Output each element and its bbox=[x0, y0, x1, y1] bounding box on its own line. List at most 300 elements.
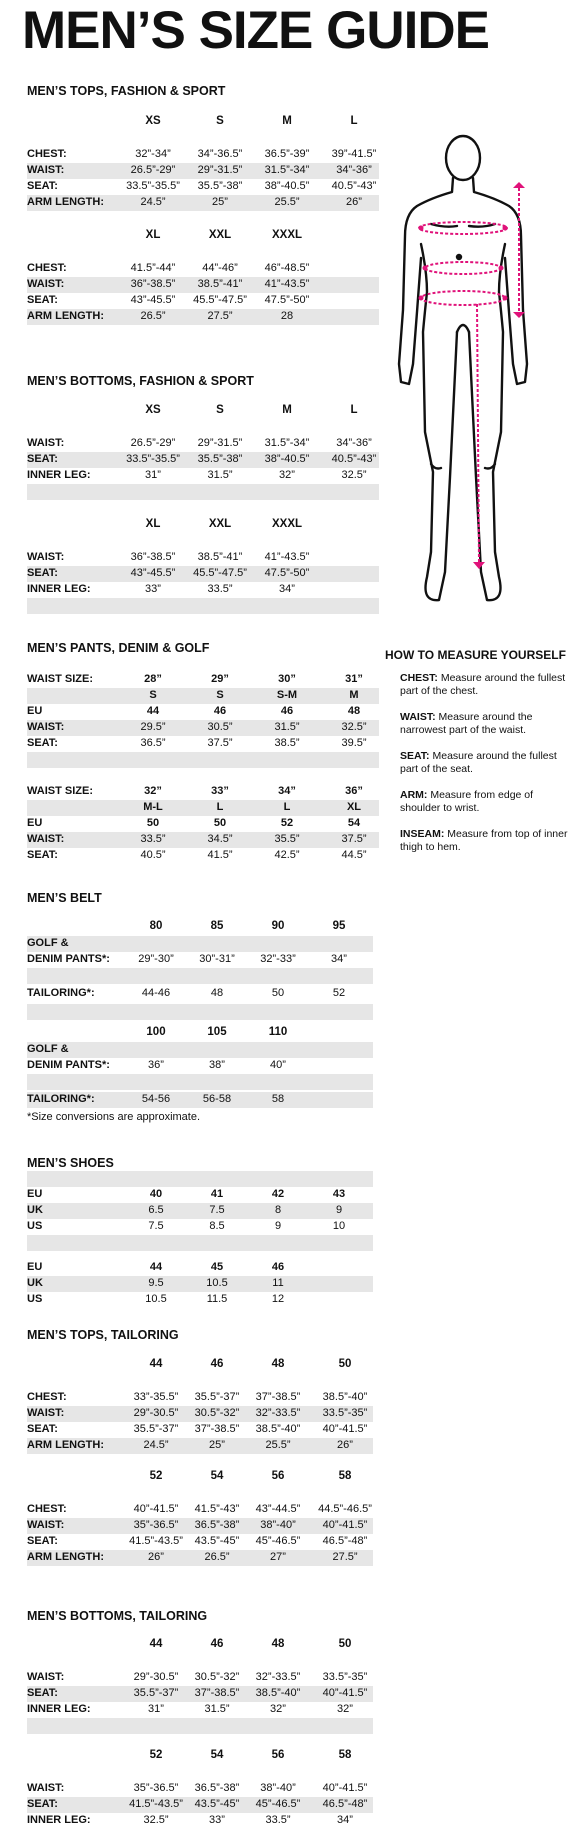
chest-line bbox=[431, 224, 495, 227]
table-cell: 27.5” bbox=[207, 310, 233, 322]
table-row bbox=[27, 147, 379, 163]
row-label: GOLF & bbox=[27, 1043, 69, 1055]
table-cell: 29”-31.5” bbox=[197, 437, 243, 449]
row-label: SEAT: bbox=[27, 1798, 58, 1810]
table-row bbox=[27, 832, 379, 848]
row-label: SEAT: bbox=[27, 1687, 58, 1699]
table-row bbox=[27, 1550, 373, 1566]
table-row bbox=[27, 1004, 373, 1020]
table-cell: 45”-46.5” bbox=[255, 1535, 301, 1547]
section-title-belt: MEN’S BELT bbox=[27, 891, 102, 905]
size-header-row bbox=[27, 115, 379, 131]
table-cell: 37.5” bbox=[341, 833, 367, 845]
chest-arrow-right bbox=[503, 226, 508, 231]
table-cell: 44-46 bbox=[141, 987, 171, 999]
table-row bbox=[27, 752, 379, 768]
table-cell: 43”-45.5” bbox=[130, 567, 176, 579]
instruction-term: WAIST: bbox=[400, 711, 436, 723]
size-header: L bbox=[350, 404, 358, 416]
table-cell: 33.5” bbox=[140, 833, 166, 845]
table-cell: 43.5”-45” bbox=[194, 1798, 240, 1810]
table-cell: 56-58 bbox=[202, 1093, 232, 1105]
table-row bbox=[27, 163, 379, 179]
table-cell: 44.5”-46.5” bbox=[318, 1503, 372, 1515]
row-label: INNER LEG: bbox=[27, 469, 91, 481]
table-cell: 46”-48.5” bbox=[264, 262, 310, 274]
shoes-table-2 bbox=[27, 1260, 373, 1308]
table-row bbox=[27, 1438, 373, 1454]
size-header: 90 bbox=[271, 920, 285, 932]
table-cell: 33.5”-35.5” bbox=[126, 180, 180, 192]
table-cell: 35.5”-38” bbox=[197, 180, 243, 192]
table-cell: 6.5 bbox=[148, 1204, 164, 1216]
table-row bbox=[27, 720, 379, 736]
table-row bbox=[27, 566, 379, 582]
table-row bbox=[27, 1260, 373, 1276]
table-cell: 12 bbox=[271, 1293, 285, 1305]
table-cell: 32”-34” bbox=[135, 148, 171, 160]
row-label: EU bbox=[27, 1261, 43, 1273]
table-cell: 9 bbox=[274, 1220, 282, 1232]
seat-arrow-right bbox=[503, 296, 508, 301]
row-label: EU bbox=[27, 817, 43, 829]
size-header-row bbox=[27, 404, 379, 420]
table-cell: 32” bbox=[337, 1703, 353, 1715]
table-cell: 29”-30.5” bbox=[133, 1671, 179, 1683]
size-header: XXXL bbox=[271, 229, 303, 241]
table-row bbox=[27, 784, 379, 800]
table-cell: 26.5” bbox=[204, 1551, 230, 1563]
table-row bbox=[27, 1797, 373, 1813]
table-cell: 44 bbox=[146, 705, 160, 717]
size-header: 105 bbox=[207, 1026, 227, 1038]
table-cell: 47.5”-50” bbox=[264, 294, 310, 306]
table-cell: 40.5”-43” bbox=[331, 453, 377, 465]
table-cell: 35.5”-37” bbox=[194, 1391, 240, 1403]
table-cell: 46.5”-48” bbox=[322, 1535, 368, 1547]
size-header: 50 bbox=[338, 1358, 352, 1370]
table-cell: 44.5” bbox=[341, 849, 367, 861]
tops-fashion-table-2 bbox=[27, 229, 379, 325]
table-cell: 7.5 bbox=[148, 1220, 164, 1232]
table-row bbox=[27, 816, 379, 832]
size-header: XS bbox=[145, 115, 161, 127]
table-cell: 48 bbox=[210, 987, 224, 999]
instruction-term: CHEST: bbox=[400, 672, 438, 684]
table-row bbox=[27, 704, 379, 720]
table-cell: 47.5”-50” bbox=[264, 567, 310, 579]
table-cell: 38”-40” bbox=[260, 1519, 296, 1531]
table-row bbox=[27, 468, 379, 484]
table-row bbox=[27, 277, 379, 293]
table-cell: 7.5 bbox=[209, 1204, 225, 1216]
table-cell: 46 bbox=[271, 1261, 285, 1273]
row-label: WAIST: bbox=[27, 833, 65, 845]
table-cell: 50 bbox=[213, 817, 227, 829]
measure-instruction-arm bbox=[400, 789, 570, 815]
table-cell: 31” bbox=[345, 673, 363, 685]
table-cell: 10 bbox=[332, 1220, 346, 1232]
table-cell: 41.5” bbox=[207, 849, 233, 861]
size-header-row bbox=[27, 1638, 373, 1654]
table-cell: 31.5” bbox=[207, 469, 233, 481]
table-cell: 41 bbox=[210, 1188, 224, 1200]
table-cell: 35.5”-37” bbox=[133, 1423, 179, 1435]
table-cell: 43 bbox=[332, 1188, 346, 1200]
bottoms-fashion-table-1 bbox=[27, 404, 379, 500]
table-row bbox=[27, 952, 373, 968]
row-label: ARM LENGTH: bbox=[27, 1551, 104, 1563]
size-header: 50 bbox=[338, 1638, 352, 1650]
table-row bbox=[27, 936, 373, 952]
table-cell: 36.5”-38” bbox=[194, 1519, 240, 1531]
size-header: 54 bbox=[210, 1749, 224, 1761]
row-label: ARM LENGTH: bbox=[27, 1439, 104, 1451]
table-row bbox=[27, 672, 379, 688]
head-outline bbox=[446, 136, 480, 180]
table-row bbox=[27, 179, 379, 195]
table-cell: 32.5” bbox=[341, 469, 367, 481]
table-cell: 31” bbox=[148, 1703, 164, 1715]
size-header: 52 bbox=[149, 1749, 163, 1761]
table-row bbox=[27, 598, 379, 614]
table-cell: 45”-46.5” bbox=[255, 1798, 301, 1810]
table-cell: 26” bbox=[148, 1551, 164, 1563]
table-cell: 35.5”-38” bbox=[197, 453, 243, 465]
table-cell: S bbox=[149, 689, 157, 701]
table-cell: 38.5”-40” bbox=[255, 1423, 301, 1435]
table-cell: 42 bbox=[271, 1188, 285, 1200]
row-label: CHEST: bbox=[27, 1503, 67, 1515]
row-label: SEAT: bbox=[27, 294, 58, 306]
table-cell: 54 bbox=[347, 817, 361, 829]
table-row bbox=[27, 195, 379, 211]
size-header-row bbox=[27, 1026, 373, 1042]
size-header: 80 bbox=[149, 920, 163, 932]
table-cell: 37”-38.5” bbox=[255, 1391, 301, 1403]
section-title-shoes: MEN’S SHOES bbox=[27, 1156, 114, 1170]
chest-arrow-left bbox=[419, 226, 424, 231]
table-cell: 8 bbox=[274, 1204, 282, 1216]
table-row bbox=[27, 1171, 373, 1187]
table-cell: 37”-38.5” bbox=[194, 1687, 240, 1699]
table-row bbox=[27, 1670, 373, 1686]
size-header: 58 bbox=[338, 1749, 352, 1761]
instruction-text: Measure from top of inner thigh to hem. bbox=[400, 828, 568, 853]
table-cell: 29” bbox=[211, 673, 229, 685]
table-cell: 31.5” bbox=[204, 1703, 230, 1715]
size-header: 48 bbox=[271, 1638, 285, 1650]
table-cell: 39”-41.5” bbox=[331, 148, 377, 160]
size-header: 85 bbox=[210, 920, 224, 932]
size-header: 46 bbox=[210, 1358, 224, 1370]
table-cell: 33.5” bbox=[207, 583, 233, 595]
table-cell: 48 bbox=[347, 705, 361, 717]
table-cell: 45 bbox=[210, 1261, 224, 1273]
table-cell: 26.5”-29” bbox=[130, 437, 176, 449]
seat-arrow-left bbox=[419, 296, 424, 301]
table-cell: 36.5”-38” bbox=[194, 1782, 240, 1794]
table-cell: 50 bbox=[146, 817, 160, 829]
size-header: 56 bbox=[271, 1470, 285, 1482]
page-title: MEN’S SIZE GUIDE bbox=[22, 1, 489, 60]
table-cell: 40”-41.5” bbox=[322, 1423, 368, 1435]
table-cell: 37.5” bbox=[207, 737, 233, 749]
table-cell: 33”-35.5” bbox=[133, 1391, 179, 1403]
table-cell: 33.5” bbox=[265, 1814, 291, 1826]
row-label: INNER LEG: bbox=[27, 583, 91, 595]
table-cell: 38”-40.5” bbox=[264, 180, 310, 192]
table-cell: 31.5”-34” bbox=[264, 437, 310, 449]
right-leg-outline bbox=[469, 244, 505, 600]
table-row bbox=[27, 1203, 373, 1219]
belt-table-1 bbox=[27, 920, 373, 1020]
table-cell: 40 bbox=[149, 1188, 163, 1200]
bottoms-tailoring-table-2 bbox=[27, 1749, 373, 1828]
table-cell: 25.5” bbox=[265, 1439, 291, 1451]
tops-tailoring-table-1 bbox=[27, 1358, 373, 1454]
table-row bbox=[27, 1390, 373, 1406]
table-cell: 41”-43.5” bbox=[264, 278, 310, 290]
measure-instruction-seat bbox=[400, 750, 570, 776]
row-label: WAIST SIZE: bbox=[27, 673, 93, 685]
table-cell: 27.5” bbox=[332, 1551, 358, 1563]
table-cell: 36”-38.5” bbox=[130, 551, 176, 563]
table-cell: 30” bbox=[278, 673, 296, 685]
table-row bbox=[27, 1686, 373, 1702]
table-cell: 40” bbox=[270, 1059, 286, 1071]
table-cell: 35”-36.5” bbox=[133, 1782, 179, 1794]
instruction-text: Measure around the fullest part of the seat. bbox=[400, 750, 557, 775]
table-cell: 40”-41.5” bbox=[322, 1782, 368, 1794]
table-cell: 30.5”-32” bbox=[194, 1671, 240, 1683]
seat-measure bbox=[421, 291, 505, 305]
table-row bbox=[27, 736, 379, 752]
table-cell: L bbox=[216, 801, 224, 813]
row-label: ARM LENGTH: bbox=[27, 310, 104, 322]
table-cell: 38.5” bbox=[274, 737, 300, 749]
table-cell: 52 bbox=[280, 817, 294, 829]
table-cell: 58 bbox=[271, 1093, 285, 1105]
size-header: L bbox=[350, 115, 358, 127]
table-row bbox=[27, 436, 379, 452]
table-cell: 10.5 bbox=[206, 1277, 228, 1289]
table-cell: 26” bbox=[346, 196, 362, 208]
size-header: 48 bbox=[271, 1358, 285, 1370]
table-cell: 44”-46” bbox=[202, 262, 238, 274]
size-header-row bbox=[27, 1358, 373, 1374]
pants-denim-table-1 bbox=[27, 672, 379, 768]
tops-fashion-table-1 bbox=[27, 115, 379, 211]
row-label: SEAT: bbox=[27, 453, 58, 465]
table-cell: 25.5” bbox=[274, 196, 300, 208]
size-header: S bbox=[216, 404, 224, 416]
table-row bbox=[27, 1187, 373, 1203]
table-row bbox=[27, 1422, 373, 1438]
table-row bbox=[27, 550, 379, 566]
table-cell: 27” bbox=[270, 1551, 286, 1563]
table-cell: 31.5”-34” bbox=[264, 164, 310, 176]
inseam-arrow bbox=[473, 562, 485, 569]
size-header: 44 bbox=[149, 1358, 163, 1370]
table-cell: 34.5” bbox=[207, 833, 233, 845]
table-cell: 32.5” bbox=[341, 721, 367, 733]
instruction-term: INSEAM: bbox=[400, 828, 445, 840]
size-header-row bbox=[27, 1470, 373, 1486]
row-label: INNER LEG: bbox=[27, 1703, 91, 1715]
table-cell: 43.5”-45” bbox=[194, 1535, 240, 1547]
table-cell: 31” bbox=[145, 469, 161, 481]
table-cell: 24.5” bbox=[140, 196, 166, 208]
table-cell: 41.5”-43” bbox=[194, 1503, 240, 1515]
table-cell: 34” bbox=[278, 785, 296, 797]
section-title-bottoms-tailoring: MEN’S BOTTOMS, TAILORING bbox=[27, 1609, 208, 1623]
table-row bbox=[27, 484, 379, 500]
table-cell: 36.5”-39” bbox=[264, 148, 310, 160]
table-cell: 40”-41.5” bbox=[322, 1519, 368, 1531]
table-row bbox=[27, 1058, 373, 1074]
row-label: US bbox=[27, 1220, 43, 1232]
arm-arrow-top bbox=[513, 182, 525, 188]
table-cell: 46.5”-48” bbox=[322, 1798, 368, 1810]
table-cell: 32”-33” bbox=[260, 953, 296, 965]
row-label: SEAT: bbox=[27, 567, 58, 579]
section-title-bottoms-fashion: MEN’S BOTTOMS, FASHION & SPORT bbox=[27, 374, 254, 388]
row-label: CHEST: bbox=[27, 148, 67, 160]
table-cell: S-M bbox=[276, 689, 298, 701]
table-cell: 42.5” bbox=[274, 849, 300, 861]
row-label: WAIST: bbox=[27, 164, 65, 176]
table-cell: 34”-36.5” bbox=[197, 148, 243, 160]
table-cell: 30.5”-32” bbox=[194, 1407, 240, 1419]
shoes-table-1 bbox=[27, 1171, 373, 1251]
table-cell: 38”-40” bbox=[260, 1782, 296, 1794]
table-cell: 33.5”-35” bbox=[322, 1671, 368, 1683]
row-label: US bbox=[27, 1293, 43, 1305]
table-row bbox=[27, 1092, 373, 1108]
table-cell: 28” bbox=[144, 673, 162, 685]
table-cell: 26” bbox=[337, 1439, 353, 1451]
row-label: WAIST: bbox=[27, 437, 65, 449]
table-cell: 11 bbox=[272, 1277, 284, 1289]
size-header: XXL bbox=[208, 518, 232, 530]
table-row bbox=[27, 452, 379, 468]
table-cell: 52 bbox=[332, 987, 346, 999]
instruction-term: SEAT: bbox=[400, 750, 430, 762]
size-header-row bbox=[27, 229, 379, 245]
size-header: 100 bbox=[146, 1026, 166, 1038]
how-to-measure-title: HOW TO MEASURE YOURSELF bbox=[385, 648, 566, 662]
table-cell: 32”-33.5” bbox=[255, 1407, 301, 1419]
table-cell: 9.5 bbox=[148, 1277, 164, 1289]
table-cell: 44 bbox=[149, 1261, 163, 1273]
table-cell: L bbox=[283, 801, 291, 813]
knee-marks bbox=[431, 464, 495, 469]
row-label: GOLF & bbox=[27, 937, 69, 949]
table-row bbox=[27, 1702, 373, 1718]
table-row bbox=[27, 1518, 373, 1534]
table-cell: 34”-36” bbox=[336, 164, 372, 176]
table-cell: 35”-36.5” bbox=[133, 1519, 179, 1531]
table-cell: 26.5”-29” bbox=[130, 164, 176, 176]
table-cell: 36”-38.5” bbox=[130, 278, 176, 290]
bottoms-tailoring-table-1 bbox=[27, 1638, 373, 1734]
table-row bbox=[27, 293, 379, 309]
waist-measure bbox=[425, 262, 501, 274]
table-cell: 33” bbox=[209, 1814, 225, 1826]
instruction-term: ARM: bbox=[400, 789, 428, 801]
table-cell: 40.5” bbox=[140, 849, 166, 861]
table-cell: M bbox=[349, 689, 359, 701]
table-row bbox=[27, 1502, 373, 1518]
row-label: TAILORING*: bbox=[27, 1093, 95, 1105]
row-label: SEAT: bbox=[27, 1535, 58, 1547]
left-leg-outline bbox=[421, 244, 457, 600]
waist-arrow-left bbox=[423, 266, 428, 271]
belt-table-2 bbox=[27, 1026, 373, 1108]
table-cell: M-L bbox=[143, 801, 163, 813]
table-cell: 43”-45.5” bbox=[130, 294, 176, 306]
table-row bbox=[27, 1813, 373, 1828]
table-row bbox=[27, 968, 373, 984]
size-header-row bbox=[27, 518, 379, 534]
table-cell: 8.5 bbox=[209, 1220, 225, 1232]
measure-instruction-waist bbox=[400, 711, 570, 737]
row-label: WAIST: bbox=[27, 278, 65, 290]
row-label: SEAT: bbox=[27, 180, 58, 192]
crotch-outline bbox=[457, 325, 469, 332]
row-label: SEAT: bbox=[27, 1423, 58, 1435]
size-header: 52 bbox=[149, 1470, 163, 1482]
row-label: TAILORING*: bbox=[27, 987, 95, 999]
table-row bbox=[27, 1276, 373, 1292]
table-cell: 33.5”-35” bbox=[322, 1407, 368, 1419]
table-cell: 37”-38.5” bbox=[194, 1423, 240, 1435]
table-cell: 54-56 bbox=[141, 1093, 171, 1105]
table-row bbox=[27, 1042, 373, 1058]
table-cell: 29”-30.5” bbox=[133, 1407, 179, 1419]
table-row bbox=[27, 986, 373, 1002]
table-cell: 43”-44.5” bbox=[255, 1503, 301, 1515]
table-cell: 33” bbox=[145, 583, 161, 595]
row-label: WAIST: bbox=[27, 1671, 65, 1683]
table-cell: 34” bbox=[337, 1814, 353, 1826]
row-label: WAIST SIZE: bbox=[27, 785, 93, 797]
size-header: 95 bbox=[332, 920, 346, 932]
table-cell: 38.5”-40” bbox=[322, 1391, 368, 1403]
table-cell: 11.5 bbox=[206, 1293, 228, 1305]
section-title-pants-denim: MEN’S PANTS, DENIM & GOLF bbox=[27, 641, 210, 655]
table-cell: 45.5”-47.5” bbox=[193, 294, 247, 306]
table-cell: 32.5” bbox=[143, 1814, 169, 1826]
size-header: S bbox=[216, 115, 224, 127]
row-label: INNER LEG: bbox=[27, 1814, 91, 1826]
table-cell: 33” bbox=[211, 785, 229, 797]
size-header: XL bbox=[145, 229, 161, 241]
size-header: 56 bbox=[271, 1749, 285, 1761]
table-cell: 32” bbox=[270, 1703, 286, 1715]
size-header: 58 bbox=[338, 1470, 352, 1482]
table-cell: 38.5”-40” bbox=[255, 1687, 301, 1699]
how-to-measure-panel bbox=[385, 648, 570, 867]
table-cell: 36” bbox=[345, 785, 363, 797]
table-cell: 34” bbox=[331, 953, 347, 965]
size-header: M bbox=[282, 115, 292, 127]
size-conversion-note: *Size conversions are approximate. bbox=[27, 1111, 201, 1123]
row-label: DENIM PANTS*: bbox=[27, 953, 110, 965]
table-cell: S bbox=[216, 689, 224, 701]
table-cell: 34”-36” bbox=[336, 437, 372, 449]
